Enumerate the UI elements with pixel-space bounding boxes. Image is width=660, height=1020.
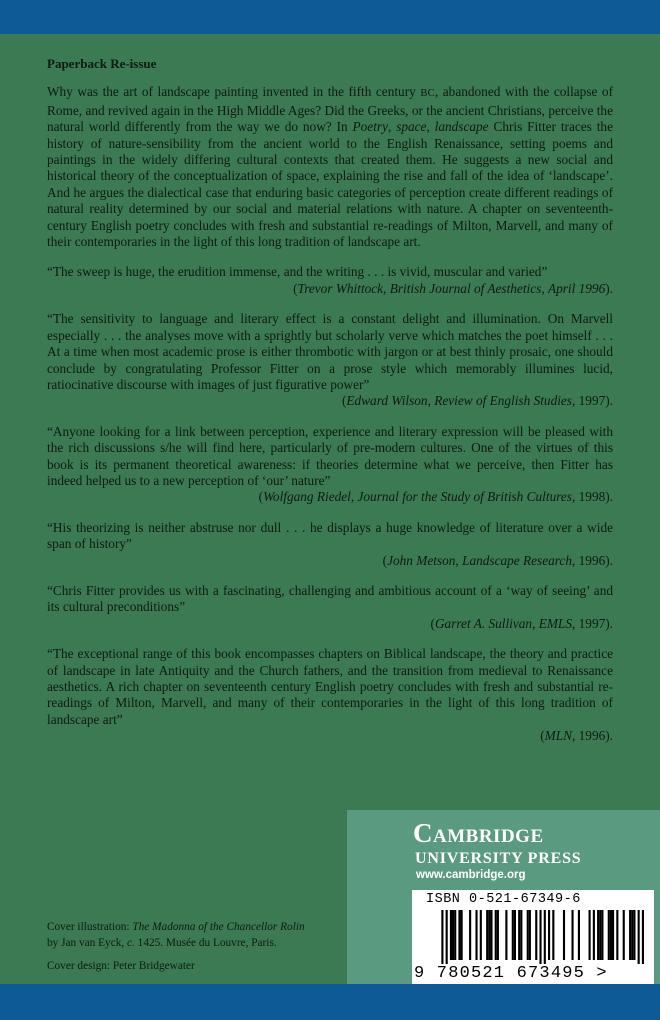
review-source: Journal for the Study of British Cultures <box>357 489 572 505</box>
barcode-bar <box>642 910 644 964</box>
review-date: 1997 <box>578 615 606 631</box>
barcode-bar <box>469 910 471 960</box>
review-citation: (Trevor Whittock, British Journal of Aesthetics, April 1996). <box>293 280 613 296</box>
review-citation: (Wolfgang Riedel, Journal for the Study of British Cultures, 1998). <box>258 489 613 505</box>
review-source: Review of English Studies <box>434 393 572 409</box>
barcode-bar <box>458 910 460 960</box>
barcode-bar <box>629 910 631 960</box>
barcode-bar <box>527 910 529 960</box>
review-citation: (Garret A. Sullivan, EMLS, 1997). <box>430 615 613 631</box>
barcode-bar <box>446 910 448 964</box>
barcode-bar <box>486 910 488 960</box>
illustration-rest: 1425. Musée du Louvre, Paris. <box>134 936 277 949</box>
review-author: Garret A. Sullivan <box>434 615 533 631</box>
title-word-landscape: landscape <box>434 119 489 135</box>
barcode-bar <box>514 910 516 960</box>
review-author: John Metson <box>387 552 456 568</box>
barcode-bar <box>529 910 531 960</box>
barcode-bar <box>578 910 580 960</box>
review-quote: “Anyone looking for a link between perception, experience and literary expression will be pleased with the rich discussions s/he will find here, particularly of pre-modern cultures. One of the virtues of this book is its permanent theoretical awareness: if theories determine what we perceive, then Fitter has indeed helped us to a new perception of ‘our’ nature” <box>47 423 613 488</box>
review-5 <box>47 583 613 632</box>
barcode-bar <box>623 910 625 960</box>
review-quote: “The exceptional range of this book encompasses chapters on Biblical landscape, the theory and practice of landscape in late Antiquity and the Church fathers, and the transition from medieval to Renaissance aesthetics. A rich chapter on seventeenth century English poetry concludes with fresh and substantial re-readings of Milton, Marvell, and many of their contemporaries in the light of this long tradition of landscape art” <box>47 646 613 727</box>
review-citation: (MLN, 1996). <box>540 728 613 744</box>
publisher-url: www.cambridge.org <box>416 869 526 881</box>
review-source: British Journal of Aesthetics <box>389 280 542 296</box>
review-author: MLN <box>544 728 572 744</box>
review-source: Landscape Research <box>462 552 572 568</box>
publisher-panel <box>347 810 660 984</box>
description-part-1: Why was the art of landscape painting invented in the fifth century <box>47 84 421 100</box>
barcode-bar <box>495 910 497 960</box>
barcode-bar <box>593 910 595 960</box>
review-author: Edward Wilson <box>346 393 428 409</box>
barcode-bar <box>535 910 537 960</box>
barcode-bar <box>638 910 640 964</box>
review-author: Trevor Whittock <box>297 280 384 296</box>
review-quote: “The sensitivity to language and literary effect is a constant delight and illumination. On Marvell especially . . . the analyses move with a sprightly but scholarly verve which matches the poet himself . . . At a time when most academic prose is either thrombotic with jargon or at best thinly prosaic, one should conclude by congratulating Professor Fitter on a prose style which memorably illumines lucid, ratiocinative discourse with images of just figurative power” <box>47 311 613 392</box>
publisher-press: UNIVERSITY PRESS <box>415 850 582 867</box>
title-comma-2: , <box>426 119 435 135</box>
barcode-bar <box>563 910 565 960</box>
review-date: 1998 <box>578 489 606 505</box>
review-3 <box>47 424 613 506</box>
book-description <box>47 84 613 250</box>
barcode-bar <box>505 910 507 960</box>
title-word-space: space <box>396 119 427 135</box>
barcode-bar <box>518 910 520 960</box>
reissue-heading: Paperback Re-issue <box>47 56 157 71</box>
review-date: 1997 <box>578 393 606 409</box>
review-2 <box>47 311 613 409</box>
barcode-bar <box>544 910 546 964</box>
barcode-bar <box>608 910 610 960</box>
bc-abbreviation: BC <box>420 88 435 100</box>
barcode-bar <box>461 910 463 960</box>
review-citation: (John Metson, Landscape Research, 1996). <box>382 552 613 568</box>
design-credit: Cover design: Peter Bridgewater <box>47 960 195 972</box>
barcode-bar <box>612 910 614 960</box>
review-date: 1996 <box>578 728 606 744</box>
barcode-bar <box>597 910 599 960</box>
barcode-bar <box>539 910 541 964</box>
barcode-bar <box>589 910 591 960</box>
review-date: 1996 <box>578 552 606 568</box>
barcode-bar <box>552 910 554 960</box>
illustration-title: The Madonna of the Chancellor Rolin <box>132 921 305 933</box>
publisher-name: Cambridge <box>413 818 544 848</box>
barcode-bar <box>450 910 452 960</box>
barcode-bar <box>631 910 633 960</box>
barcode-bar <box>601 910 603 960</box>
circa-abbreviation: c. <box>127 936 135 949</box>
barcode-label <box>412 890 654 984</box>
review-citation: (Edward Wilson, Review of English Studies, 1997). <box>341 393 613 409</box>
barcode-bar <box>497 910 499 960</box>
barcode-bar <box>475 910 477 960</box>
review-author: Wolfgang Riedel <box>263 489 351 505</box>
barcode-icon <box>420 910 644 964</box>
barcode-bar <box>571 910 573 960</box>
barcode-bar <box>452 910 454 960</box>
review-1 <box>47 264 613 297</box>
illustration-label: Cover illustration: <box>47 921 133 933</box>
cover-credits <box>47 920 305 975</box>
barcode-bar <box>616 910 618 960</box>
barcode-bar <box>480 910 482 960</box>
barcode-bar <box>441 910 443 964</box>
review-4 <box>47 520 613 569</box>
review-6 <box>47 646 613 744</box>
barcode-bar <box>610 910 612 960</box>
barcode-bar <box>548 910 550 960</box>
barcode-bar <box>490 910 492 960</box>
review-quote: “The sweep is huge, the erudition immense, and the writing . . . is vivid, muscular and varied” <box>47 264 548 280</box>
top-color-band <box>0 0 660 34</box>
barcode-bar <box>488 910 490 960</box>
review-source: EMLS <box>538 615 572 631</box>
back-cover-text <box>47 56 613 745</box>
review-date: April 1996 <box>547 280 606 296</box>
description-part-3: Chris Fitter traces the history of nature-sensibility from the ancient world to the English Renaissance, setting poems and paintings in the widely differing cultural contexts that created them. He suggests a new social and historical theory of the conceptualization of space, explaining the rise and fall of the idea of ‘landscape’. And he argues the dialectical case that enduring basic categories of perception create different readings of natural reality determined by our social and material relations with nature. A chapter on seventeenth-century English poetry concludes with fresh and substantial re-readings of Milton, Marvell, and many of their contemporaries in the light of this long tradition of landscape art. <box>47 119 613 250</box>
title-comma-1: , <box>387 119 397 135</box>
review-quote: “His theorizing is neither abstruse nor dull . . . he displays a huge knowledge of literature over a wide span of history” <box>47 519 613 552</box>
barcode-bar <box>454 910 456 960</box>
isbn-number: ISBN 0-521-67349-6 <box>426 892 581 907</box>
review-quote: “Chris Fitter provides us with a fascinating, challenging and ambitious account of a ‘way of seeing’ and its cultural preconditions” <box>47 582 613 615</box>
title-word-poetry: Poetry <box>352 119 388 135</box>
ean-number: 9 780521 673495 > <box>414 964 608 983</box>
illustration-artist <box>47 936 305 952</box>
illustration-credit <box>47 920 305 936</box>
barcode-bar <box>512 910 514 960</box>
illustration-by: by Jan van Eyck, <box>47 936 127 949</box>
description-part-2: , abandoned with the collapse of Rome, and revived again in the High Middle Ages? Did the Greeks, or the ancient Christians, perceive the natural world differently from the way we do now? In <box>47 84 613 135</box>
bottom-color-band <box>0 984 660 1020</box>
barcode-bar <box>633 910 635 960</box>
barcode-bar <box>599 910 601 960</box>
barcode-bar <box>520 910 522 960</box>
